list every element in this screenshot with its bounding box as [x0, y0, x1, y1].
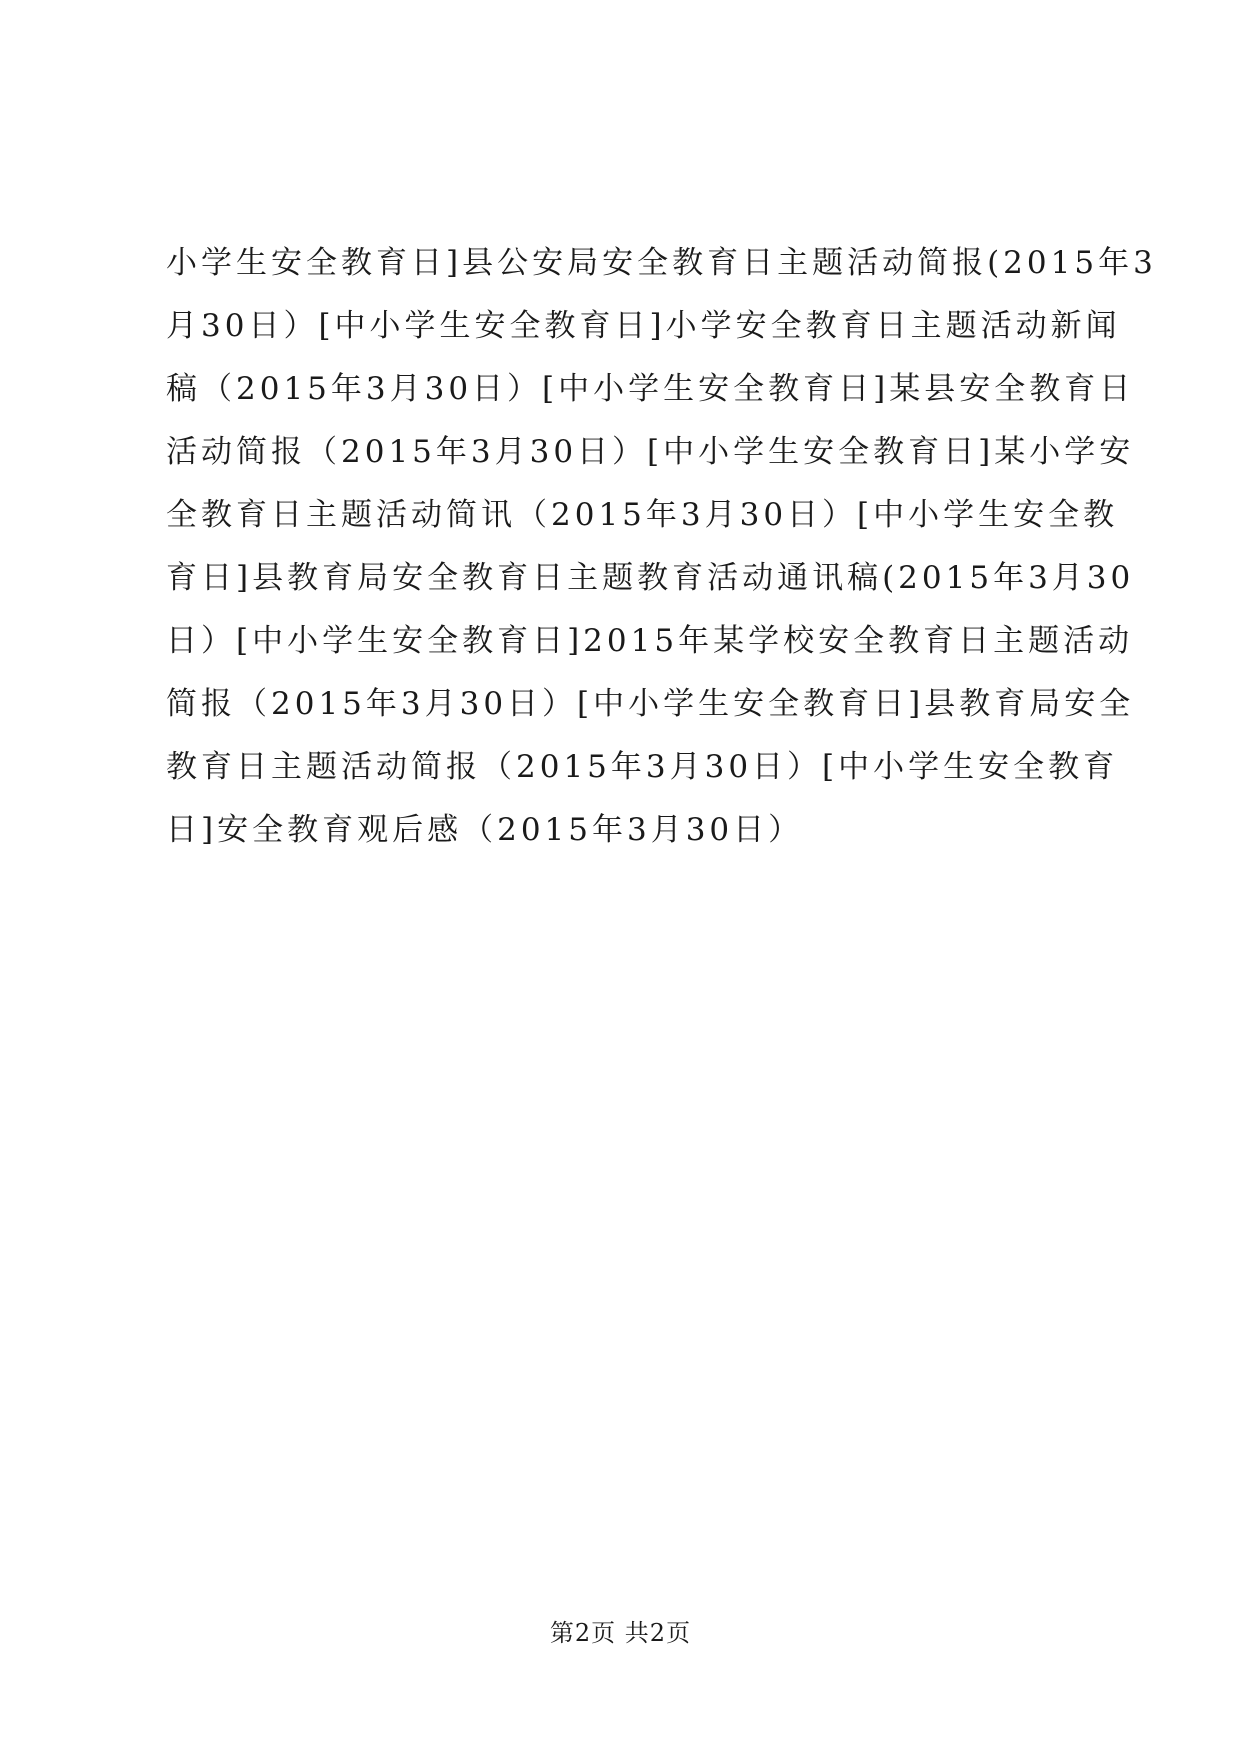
text-line: 育日]县教育局安全教育日主题教育活动通讯稿(2015年3月30	[166, 560, 1135, 596]
page-number-footer: 第2页 共2页	[549, 1619, 692, 1647]
text-line: 小学生安全教育日]县公安局安全教育日主题活动简报(2015年3	[166, 245, 1157, 281]
text-line: 稿（2015年3月30日）[中小学生安全教育日]某县安全教育日	[166, 371, 1135, 407]
text-line: 教育日主题活动简报（2015年3月30日）[中小学生安全教育	[166, 749, 1119, 785]
text-line: 活动简报（2015年3月30日）[中小学生安全教育日]某小学安	[166, 434, 1135, 470]
text-line: 简报（2015年3月30日）[中小学生安全教育日]县教育局安全	[166, 686, 1135, 722]
text-line: 全教育日主题活动简讯（2015年3月30日）[中小学生安全教	[166, 497, 1119, 533]
text-line: 月30日）[中小学生安全教育日]小学安全教育日主题活动新闻	[166, 308, 1121, 344]
text-line: 日）[中小学生安全教育日]2015年某学校安全教育日主题活动	[166, 623, 1134, 659]
text-line-last: 日]安全教育观后感（2015年3月30日）	[166, 812, 804, 848]
body-paragraph	[166, 232, 1157, 862]
